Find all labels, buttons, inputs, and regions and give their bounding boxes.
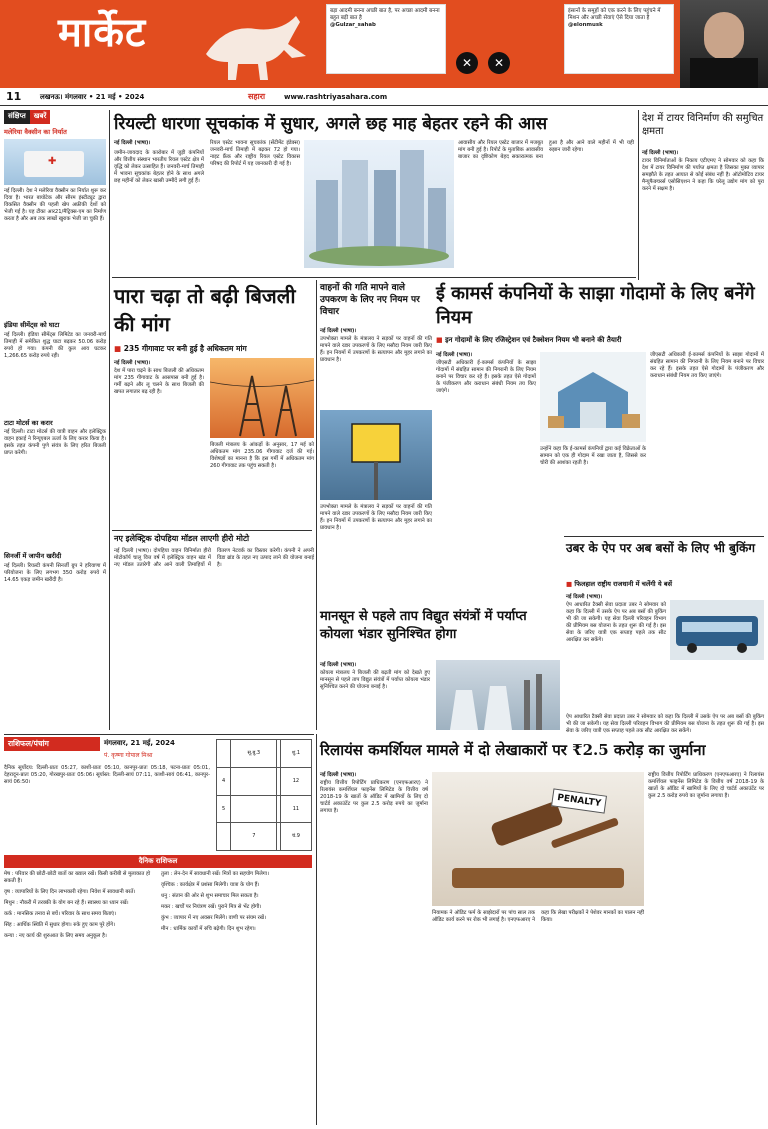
dateline-bar: [0, 90, 768, 106]
lead-body-2: रियल एस्टेट भावना सूचकांक (सेंटीमेंट इंडेक्स) जनवरी-मार्च तिमाही में बढ़कर 72 हो गया। नाइट फ्रैंक और राष्ट्रीय रियल एस्टेट विकास परिषद की रिपोर्ट में यह जानकारी दी गई है।: [210, 140, 300, 167]
sign-item: मेष : परिवार की छोटी-छोटी बातों का ख्याल रखें। किसी करीबी से मुलाकात हो सकती है।: [4, 871, 151, 884]
sign-list: [4, 871, 312, 1125]
penalty-body-2: नियामक ने ऑडिट फर्म के साझेदारों पर पांच साल तक ऑडिट कार्य करने पर रोक भी लगाई है। एनएफआरए ने कहा कि लेखा परीक्षकों ने पेशेवर मानकों का पालन नहीं किया।: [432, 910, 644, 923]
ev-body: नई दिल्ली (भाषा)। दोपहिया वाहन विनिर्माता हीरो मोटोकॉर्प चालू वित्त वर्ष में इलेक्ट्रिक वाहन खंड में नए मॉडल उतारेगी और आने वाली तिमाहियों में वितरण नेटवर्क का विस्तार करेगी। कंपनी ने अपनी विडा ब्रांड के तहत नए उत्पाद लाने की योजना बनाई है।: [114, 548, 314, 568]
power-subhead-text: 235 गीगावाट पर बनी हुई है अधिकतम मांग: [123, 344, 247, 353]
kundali-cell: 12: [280, 767, 311, 795]
sign-item: वृष : व्यापारियों के लिए दिन लाभकारी रहेगा। निवेश में सावधानी बरतें।: [4, 889, 136, 895]
penalty-divider: [316, 734, 317, 1125]
brief-title-3: टाटा मोटर्स का करार: [4, 418, 53, 427]
paper-name: सहारा: [248, 92, 266, 101]
kundali-cell: [231, 767, 277, 795]
penalty-body-3: राष्ट्रीय वित्तीय रिपोर्टिंग प्राधिकरण (एनएफआरए) ने रिलायंस कमर्शियल फाइनेंस लिमिटेड के वित्तीय वर्ष 2018-19 के खातों के ऑडिट में खामियों के लिए दो चार्टर्ड अकाउंटेंट पर कुल 2.5 करोड़ रुपये का जुर्माना लगाया है।: [648, 772, 764, 799]
sign-item: मकर : खर्चों पर नियंत्रण रखें। पुराने मित्र से भेंट होगी।: [161, 904, 262, 910]
kundali-cell: शु.1: [280, 740, 311, 768]
kundali-cell: 5: [217, 795, 231, 823]
portrait-photo: [680, 0, 768, 88]
tyre-body: टायर विनिर्माताओं के निकाय एटीएमए ने सोमवार को कहा कि देश में टायर विनिर्माण की पर्याप्त क्षमता है जिसका मुक्त व्यापार समझौते के तहत आयात से कोई संबंध नहीं है। ऑटोमोटिव टायर मैन्युफैक्चरर्स एसोसिएशन ने कहा कि घरेलू उद्योग मांग को पूरा करने में सक्षम है।: [642, 158, 764, 192]
lead-bottom-rule: [112, 277, 636, 278]
x-logo-icon-right: ✕: [488, 52, 510, 74]
lead-headline: रियल्टी धारणा सूचकांक में सुधार, अगले छह माह बेहतर रहने की आस: [114, 114, 548, 134]
city-buildings-image: [304, 140, 454, 268]
sign-item: कन्या : नए कार्य की शुरुआत के लिए समय अनुकूल है।: [4, 933, 107, 939]
ev-headline: नए इलेक्ट्रिक दोपहिया मॉडल लाएगी हीरो मोटो: [114, 533, 250, 543]
quote-right-author: @elonmusk: [568, 22, 603, 28]
ambulance-image: ✚: [4, 139, 106, 185]
lead-body-1: जमीन-जायदाद के कारोबार में जुड़ी कंपनियों और वित्तीय संस्थान भारतीय रियल एस्टेट क्षेत्र में वृद्धि को लेकर उत्साहित हैं। जनवरी-मार्च तिमाही में भावना सूचकांक बेहतर होने के साथ अगले छह महीनों को लेकर खासी उम्मीदें लगी हुई हैं।: [114, 150, 204, 184]
sign-item: मीन : धार्मिक कार्यों में रुचि बढ़ेगी। दिन शुभ रहेगा।: [161, 926, 256, 932]
power-subhead: [114, 344, 314, 356]
ecom-subhead-text: इन गोदामों के लिए रजिस्ट्रेशन एवं टैक्सेशन नियम भी बनाने की तैयारी: [445, 336, 622, 344]
kundali-chart: [216, 739, 312, 851]
bus-body: ऐप आधारित टैक्सी सेवा प्रदाता उबर ने सोमवार को कहा कि दिल्ली में उसके ऐप पर अब बसों की बुकिंग भी की जा सकेगी। यह सेवा दिल्ली परिवहन विभाग की प्रीमियम बस योजना के तहत शुरू की गई है। इस सेवा के जरिए यात्री एक सप्ताह पहले तक सीट आरक्षित कर सकेंगे।: [566, 602, 666, 643]
kundali-cell: 7: [231, 823, 277, 851]
rules-body-cont: उपभोक्ता मामले के मंत्रालय ने सड़कों पर वाहनों की गति मापने वाले रडार उपकरणों के लिए मसौदा नियम जारी किए हैं। इन नियमों में उपकरणों के सत्यापन और मुहर लगाने का प्रावधान है।: [320, 504, 432, 531]
brief-body-1: नई दिल्ली। देश ने मलेरिया वैक्सीन का निर्यात शुरू कर दिया है। भारत बायोटेक और सीरम इंस्टीट्यूट द्वारा विकसित वैक्सीन की पहली खेप अफ्रीकी देशों को भेजी गई है। यह टीका आर21/मैट्रिक्स-एम का निर्माण करता है और अब तक लाखों खुराक भेजी जा चुकी हैं।: [4, 187, 106, 222]
horoscope-pandit: पं. कृष्णा गोपाल मिश्रा: [104, 752, 153, 759]
penalty-body-1: राष्ट्रीय वित्तीय रिपोर्टिंग प्राधिकरण (एनएफआरए) ने रिलायंस कमर्शियल फाइनेंस लिमिटेड के वित्तीय वर्ष 2018-19 के खातों के ऑडिट में खामियों के लिए दो चार्टर्ड अकाउंटेंट पर कुल 2.5 करोड़ रुपये का जुर्माना लगाया है।: [320, 780, 428, 814]
penalty-image-label: PENALTY: [551, 788, 607, 814]
ecom-body-2: उन्होंने कहा कि ई-कामर्स कंपनियों द्वारा कई विक्रेताओं के सामान को एक ही गोदाम में रखा जाता है, जिससे कर चोरी की आशंका रहती है।: [540, 446, 646, 466]
daily-horoscope-header: दैनिक राशिफल: [4, 855, 312, 868]
lead-dateline: नई दिल्ली (भाषा)।: [114, 140, 151, 146]
horoscope-header: राशिफल/पंचांग: [4, 737, 100, 751]
brief-label-1: संक्षिप्त: [4, 110, 30, 124]
sign-item: तुला : लेन-देन में सावधानी रखें। मित्रों का सहयोग मिलेगा।: [161, 871, 269, 877]
power-headline: पारा चढ़ा तो बढ़ी बिजली की मांग: [114, 284, 296, 336]
power-tower-image: [210, 358, 314, 438]
bus-top-rule: [564, 536, 764, 537]
brief-title-1: मलेरिया वैक्सीन का निर्यात: [4, 128, 67, 136]
kundali-cell: [217, 823, 231, 851]
x-logo-icon: ✕: [456, 52, 478, 74]
mid-divider: [316, 280, 317, 730]
ecom-subhead: [436, 336, 764, 348]
quote-left-text: बड़ा आदमी बनना अच्छी बात है, पर अच्छा आदमी बनना बहुत बड़ी बात है: [330, 8, 440, 21]
ecom-headline: ई कामर्स कंपनियों के साझा गोदामों के लिए बनेंगे नियम: [436, 283, 755, 328]
page-number: 11: [6, 90, 22, 103]
kundali-cell: [231, 795, 277, 823]
quote-box-right: [564, 4, 674, 74]
kundali-cell: 4: [217, 767, 231, 795]
gavel-image: [432, 772, 644, 906]
quote-box-left: [326, 4, 446, 74]
coal-headline: मानसून से पहले ताप विद्युत संयंत्रों में पर्याप्त कोयला भंडार सुनिश्चित होगा: [320, 609, 527, 642]
ecom-body-3: जीएसटी अधिकारी ई-कामर्स कंपनियों के साझा गोदामों में संग्रहित सामान की निगरानी के लिए नियम बनाने पर विचार कर रहे हैं। इसके तहत ऐसे गोदामों के पंजीकरण और कराधान संबंधी नियम तय किए जाएंगे।: [650, 352, 764, 379]
bus-image: [670, 600, 764, 660]
ecom-dateline: नई दिल्ली (भाषा)।: [436, 352, 473, 358]
kundali-cell: 11: [280, 795, 311, 823]
bus-headline: उबर के ऐप पर अब बसों के लिए भी बुकिंग: [566, 541, 755, 555]
sign-item: धनु : संतान की ओर से शुभ समाचार मिल सकता है।: [161, 893, 259, 899]
penalty-headline: रिलायंस कमर्शियल मामले में दो लेखाकारों पर ₹2.5 करोड़ का जुर्माना: [320, 741, 706, 759]
ecom-body-1: जीएसटी अधिकारी ई-कामर्स कंपनियों के साझा गोदामों में संग्रहित सामान की निगरानी के लिए नियम बनाने पर विचार कर रहे हैं। इसके तहत ऐसे गोदामों के पंजीकरण और कराधान संबंधी नियम तय किए जाएंगे।: [436, 360, 536, 394]
brief-body-2: नई दिल्ली। इंडिया सीमेंट्स लिमिटेड का जनवरी-मार्च तिमाही में समेकित शुद्ध घाटा बढ़कर 50.06 करोड़ रुपये हो गया। कंपनी की कुल आय घटकर 1,266.65 करोड़ रुपये रही।: [4, 331, 106, 359]
sign-item: कर्क : मानसिक तनाव से बचें। परिवार के साथ समय बिताएं।: [4, 911, 117, 917]
square-bullet-icon: ■: [114, 344, 124, 353]
kundali-cell: [217, 740, 231, 768]
dateline-text: लखनऊ। मंगलवार • 21 मई • 2024: [40, 93, 145, 101]
speed-sign-image: [320, 410, 432, 500]
brief-label: [4, 110, 106, 124]
sign-item: वृश्चिक : कार्यक्षेत्र में प्रशंसा मिलेगी। यात्रा के योग हैं।: [161, 882, 260, 888]
sign-item: मिथुन : नौकरी में तरक्की के योग बन रहे हैं। स्वास्थ्य का ध्यान रखें।: [4, 900, 129, 906]
rules-body: उपभोक्ता मामले के मंत्रालय ने सड़कों पर वाहनों की गति मापने वाले रडार उपकरणों के लिए मसौदा नियम जारी किए हैं। इन नियमों में उपकरणों के सत्यापन और मुहर लगाने का प्रावधान है।: [320, 336, 432, 363]
brief-label-2: खबरें: [30, 110, 51, 124]
panchang-text: दैनिक सूर्योदय: दिल्ली-प्रातः 05:27, काशी-प्रातः 05:10, कानपुर-प्रातः 05:18, पटना-प्रातः 05:01, देहरादून-प्रातः 05:20, गोरखपुर-प्रातः 05:06। सूर्यास्त: दिल्ली-सायं 07:11, काशी-सायं 06:41, कानपुर-सायं 06:50।: [4, 765, 210, 785]
masthead-brand: मार्केट: [58, 9, 147, 56]
bus-body-cont: ऐप आधारित टैक्सी सेवा प्रदाता उबर ने सोमवार को कहा कि दिल्ली में उसके ऐप पर अब बसों की बुकिंग भी की जा सकेगी। यह सेवा दिल्ली परिवहन विभाग की प्रीमियम बस योजना के तहत शुरू की गई है। इस सेवा के जरिए यात्री एक सप्ताह पहले तक सीट आरक्षित कर सकेंगे।: [566, 714, 764, 734]
bus-dateline: नई दिल्ली (भाषा)।: [566, 594, 603, 600]
sign-item: कुंभ : व्यापार में नए अवसर मिलेंगे। वाणी पर संयम रखें।: [161, 915, 266, 921]
power-body-1: देश में पारा चढ़ने के साथ बिजली की अधिकतम मांग 235 गीगावाट के आसपास बनी हुई है। गर्मी बढ़ने और लू चलने के साथ बिजली की खपत लगातार बढ़ रही है।: [114, 368, 204, 395]
lead-body-3: आवासीय और रियल एस्टेट बाजार में मजबूत मांग बनी हुई है। रिपोर्ट के मुताबिक आवासीय बाजार का दृष्टिकोण बेहद सकारात्मक बना हुआ है और आने वाले महीनों में भी यही रुझान जारी रहेगा।: [458, 140, 634, 160]
column-divider: [109, 110, 110, 730]
coal-dateline: नई दिल्ली (भाषा)।: [320, 662, 357, 668]
power-plant-image: [436, 660, 560, 730]
ev-top-rule: [112, 530, 312, 531]
website-url: www.rashtriyasahara.com: [284, 93, 388, 101]
bus-subhead: [566, 580, 764, 591]
quote-right-text: इंसानों के समूहों को एक करने के लिए पहुंचने में मिशन और अच्छी सेवाएं ऐसे दिया जाता है: [568, 8, 661, 21]
bus-subhead-text: फिलहाल राष्ट्रीय राजधानी में चलेंगी ये बसें: [574, 580, 672, 588]
kundali-cell: सू.बु.3: [231, 740, 277, 768]
kundali-grid: [216, 739, 312, 851]
power-dateline: नई दिल्ली (भाषा)।: [114, 360, 151, 366]
power-body-2: बिजली मंत्रालय के आंकड़ों के अनुसार, 17 मई को अधिकतम मांग 235.06 गीगावाट दर्ज की गई। विशेषज्ञों का मानना है कि इस गर्मी में अधिकतम मांग 260 गीगावाट तक पहुंच सकती है।: [210, 442, 314, 469]
warehouse-image: [540, 352, 646, 442]
square-bullet-icon-3: ■: [566, 580, 575, 588]
penalty-dateline: नई दिल्ली (भाषा)।: [320, 772, 357, 778]
coal-body-1: कोयला मंत्रालय ने बिजली की बढ़ती मांग को देखते हुए मानसून से पहले ताप विद्युत संयंत्रों में पर्याप्त कोयला भंडार सुनिश्चित करने की योजना बनाई है।: [320, 670, 430, 690]
kundali-cell: चं.9: [280, 823, 311, 851]
tyre-dateline: नई दिल्ली (भाषा)।: [642, 150, 679, 156]
brief-body-3: नई दिल्ली। टाटा मोटर्स की यात्री वाहन और इलेक्ट्रिक वाहन इकाई ने रिन्यूएबल ऊर्जा के लिए करार किया है। इसके तहत कंपनी पुणे संयंत्र के लिए हरित बिजली प्राप्त करेगी।: [4, 429, 106, 457]
rules-headline: वाहनों की गति मापने वाले उपकरण के लिए नए नियम पर विचार: [320, 283, 420, 317]
bull-logo: [196, 4, 316, 84]
left-column: [4, 110, 106, 730]
brief-title-2: इंडिया सीमेंट्स को घाटा: [4, 320, 60, 329]
horoscope-top-rule: [4, 734, 314, 735]
right-divider: [638, 110, 639, 280]
brief-body-4: नई दिल्ली। रियल्टी कंपनी सिनर्जी ग्रुप ने हरियाणा में परियोजना के लिए लगभग 350 करोड़ रुपये में 14.65 एकड़ जमीन खरीदी है।: [4, 563, 106, 584]
square-bullet-icon-2: ■: [436, 336, 446, 344]
tyre-headline: देश में टायर विनिर्माण की समुचित क्षमता: [642, 113, 764, 137]
horoscope-date: मंगलवार, 21 मई, 2024: [104, 739, 175, 747]
brief-title-4: सिनर्जी में जापीन खरीदी: [4, 552, 62, 561]
quote-left-author: @Gulzar_sahab: [330, 22, 376, 28]
sign-item: सिंह : आर्थिक स्थिति में सुधार होगा। रुके हुए काम पूरे होंगे।: [4, 922, 116, 928]
rules-dateline: नई दिल्ली (भाषा)।: [320, 328, 357, 334]
